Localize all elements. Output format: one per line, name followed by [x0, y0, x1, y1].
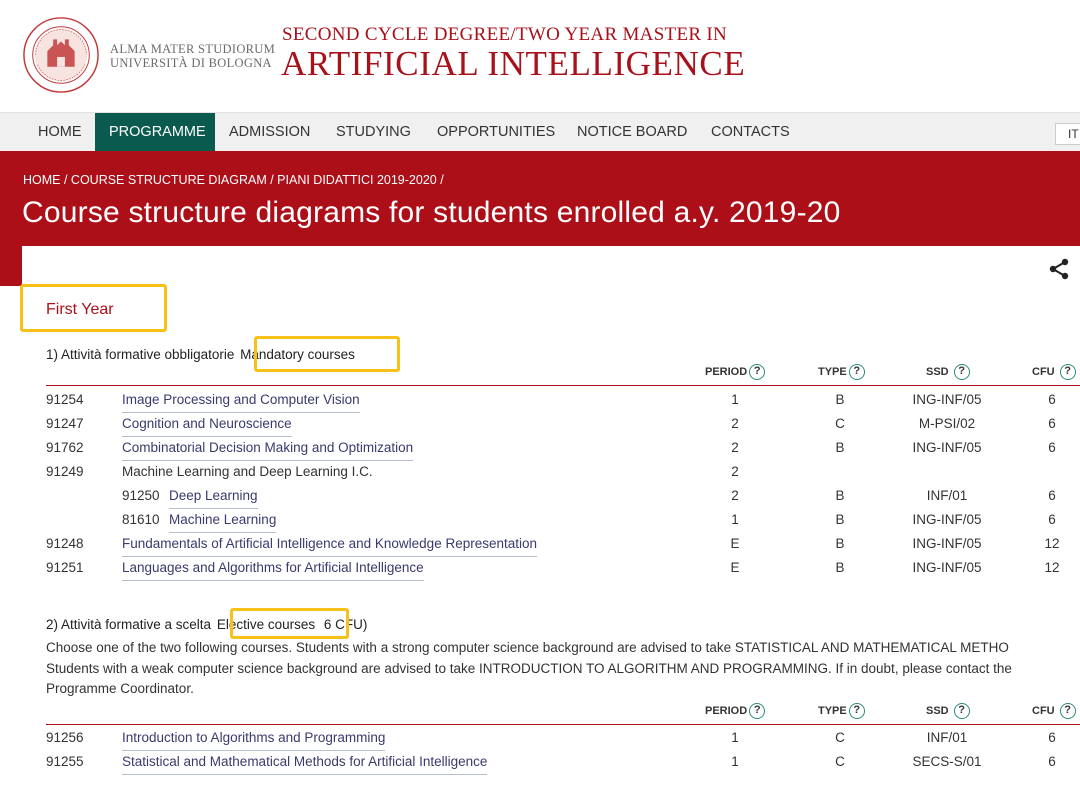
- section2-suffix: 6 CFU): [323, 617, 368, 632]
- course-period: 2: [731, 488, 739, 503]
- course-type: B: [835, 560, 845, 575]
- table-row: [0, 484, 1080, 508]
- help-icon[interactable]: ?: [954, 364, 970, 380]
- course-ssd: ING-INF/05: [912, 392, 982, 407]
- course-period: 2: [731, 440, 739, 455]
- year-heading: First Year: [46, 301, 114, 318]
- course-cfu: 6: [1048, 754, 1056, 769]
- table-row: [0, 388, 1080, 412]
- course-type: C: [835, 730, 845, 745]
- nav-notice-board[interactable]: NOTICE BOARD: [577, 124, 688, 140]
- banner-tail: [0, 246, 22, 286]
- table-row: [0, 532, 1080, 556]
- language-selector[interactable]: IT: [1055, 123, 1080, 145]
- course-code: 91248: [46, 536, 84, 551]
- course-link[interactable]: Introduction to Algorithms and Programming: [122, 726, 385, 751]
- course-link[interactable]: Combinatorial Decision Making and Optimization: [122, 436, 413, 461]
- course-code: 91247: [46, 416, 84, 431]
- course-type: B: [835, 512, 845, 527]
- course-cfu: 12: [1044, 536, 1060, 551]
- col-period-header: [705, 703, 765, 719]
- university-name-line1: ALMA MATER STUDIORUM: [110, 42, 276, 56]
- course-cfu: 12: [1044, 560, 1060, 575]
- course-code: 91251: [46, 560, 84, 575]
- course-cfu: 6: [1048, 440, 1056, 455]
- course-ssd: M-PSI/02: [918, 416, 976, 431]
- col-ssd-header: [926, 364, 970, 380]
- course-code: 91762: [46, 440, 84, 455]
- site-header: [0, 0, 1080, 112]
- course-period: 1: [731, 730, 739, 745]
- course-code: 91254: [46, 392, 84, 407]
- course-ssd: INF/01: [926, 730, 968, 745]
- description-line: Choose one of the two following courses. Students with a strong computer science background are advised to take STATISTICAL AND MATHEMATICAL METHO: [46, 640, 1009, 655]
- help-icon[interactable]: ?: [1060, 703, 1076, 719]
- nav-studying[interactable]: STUDYING: [336, 124, 411, 140]
- section1-prefix: 1) Attività formative obbligatorie: [46, 347, 235, 362]
- col-ssd-label: SSD: [926, 705, 949, 717]
- course-link[interactable]: Statistical and Mathematical Methods for Artificial Intelligence: [122, 750, 487, 775]
- course-code: 91255: [46, 754, 84, 769]
- table-row: [0, 436, 1080, 460]
- course-type: C: [835, 754, 845, 769]
- main-nav: [0, 112, 1080, 151]
- course-link[interactable]: Cognition and Neuroscience: [122, 412, 292, 437]
- col-ssd-header: [926, 703, 970, 719]
- breadcrumb[interactable]: HOME / COURSE STRUCTURE DIAGRAM / PIANI DIDATTICI 2019-2020 /: [23, 173, 444, 187]
- course-link[interactable]: Languages and Algorithms for Artificial Intelligence: [122, 556, 424, 581]
- help-icon[interactable]: ?: [749, 364, 765, 380]
- course-period: 1: [731, 512, 739, 527]
- course-code: 91249: [46, 464, 84, 479]
- course-code: 91256: [46, 730, 84, 745]
- course-cfu: 6: [1048, 488, 1056, 503]
- nav-home[interactable]: HOME: [38, 124, 82, 140]
- col-cfu-header: [1032, 703, 1076, 719]
- help-icon[interactable]: ?: [1060, 364, 1076, 380]
- nav-admission[interactable]: ADMISSION: [229, 124, 311, 140]
- help-icon[interactable]: ?: [849, 364, 865, 380]
- course-period: E: [730, 536, 740, 551]
- programme-subtitle: SECOND CYCLE DEGREE/TWO YEAR MASTER IN: [282, 24, 728, 45]
- nav-opportunities[interactable]: OPPORTUNITIES: [437, 124, 556, 140]
- nav-contacts[interactable]: CONTACTS: [711, 124, 790, 140]
- table1-rule: [46, 385, 1080, 386]
- description-line: Students with a weak computer science background are advised to take INTRODUCTION TO ALGORITHM AND PROGRAMMING. If in doubt, please contact the: [46, 660, 1012, 676]
- course-ssd: ING-INF/05: [912, 512, 982, 527]
- col-period-header: [705, 364, 765, 380]
- table-row: [0, 750, 1080, 774]
- col-type-label: TYPE: [818, 705, 847, 717]
- nav-programme[interactable]: PROGRAMME: [95, 113, 215, 152]
- module-code: 91250: [122, 488, 160, 503]
- course-period: 2: [731, 464, 739, 479]
- share-icon[interactable]: [1048, 258, 1070, 280]
- course-link[interactable]: Image Processing and Computer Vision: [122, 388, 360, 413]
- description-line: Programme Coordinator.: [46, 681, 194, 696]
- col-period-label: PERIOD: [705, 705, 748, 717]
- table-row: [0, 726, 1080, 750]
- course-type: B: [835, 440, 845, 455]
- course-ssd: INF/01: [926, 488, 968, 503]
- course-cfu: 6: [1048, 392, 1056, 407]
- course-cfu: 6: [1048, 512, 1056, 527]
- col-type-header: [818, 703, 865, 719]
- course-link[interactable]: Fundamentals of Artificial Intelligence and Knowledge Representation: [122, 532, 537, 557]
- table2-rule: [46, 724, 1080, 725]
- course-period: 2: [731, 416, 739, 431]
- course-ssd: SECS-S/01: [912, 754, 982, 769]
- university-name[interactable]: [110, 42, 275, 70]
- highlight-box-elective: [230, 608, 349, 639]
- course-period: 1: [731, 392, 739, 407]
- university-name-line2: UNIVERSITÀ DI BOLOGNA: [110, 56, 272, 70]
- col-period-label: PERIOD: [705, 366, 748, 378]
- table-row: [0, 412, 1080, 436]
- table-row: [0, 508, 1080, 532]
- university-seal-icon[interactable]: [22, 16, 100, 94]
- course-period: 1: [731, 754, 739, 769]
- section2-highlight-text: Elective courses: [216, 617, 316, 632]
- course-period: E: [730, 560, 740, 575]
- table-row: [0, 556, 1080, 580]
- course-type: B: [835, 488, 845, 503]
- course-type: B: [835, 536, 845, 551]
- course-ssd: ING-INF/05: [912, 536, 982, 551]
- module-code: 81610: [122, 512, 160, 527]
- course-cfu: 6: [1048, 416, 1056, 431]
- course-type: B: [835, 392, 845, 407]
- course-ssd: ING-INF/05: [912, 440, 982, 455]
- programme-title[interactable]: ARTIFICIAL INTELLIGENCE: [281, 44, 746, 83]
- page-title: Course structure diagrams for students enrolled a.y. 2019-20: [22, 196, 841, 229]
- highlight-box-mandatory: [254, 336, 400, 372]
- course-cfu: 6: [1048, 730, 1056, 745]
- col-type-header: [818, 364, 865, 380]
- course-ssd: ING-INF/05: [912, 560, 982, 575]
- section2-description: [46, 638, 1080, 700]
- col-cfu-header: [1032, 364, 1076, 380]
- col-type-label: TYPE: [818, 366, 847, 378]
- course-link[interactable]: Machine Learning: [169, 508, 276, 533]
- course-type: C: [835, 416, 845, 431]
- col-ssd-label: SSD: [926, 366, 949, 378]
- section1-highlight-text: Mandatory courses: [240, 347, 355, 362]
- course-link[interactable]: Deep Learning: [169, 484, 258, 509]
- section2-prefix: 2) Attività formative a scelta: [46, 617, 212, 632]
- col-cfu-label: CFU: [1032, 366, 1055, 378]
- help-icon[interactable]: ?: [849, 703, 865, 719]
- help-icon[interactable]: ?: [954, 703, 970, 719]
- course-group-name: Machine Learning and Deep Learning I.C.: [122, 464, 373, 479]
- table-row: [0, 460, 1080, 484]
- help-icon[interactable]: ?: [749, 703, 765, 719]
- col-cfu-label: CFU: [1032, 705, 1055, 717]
